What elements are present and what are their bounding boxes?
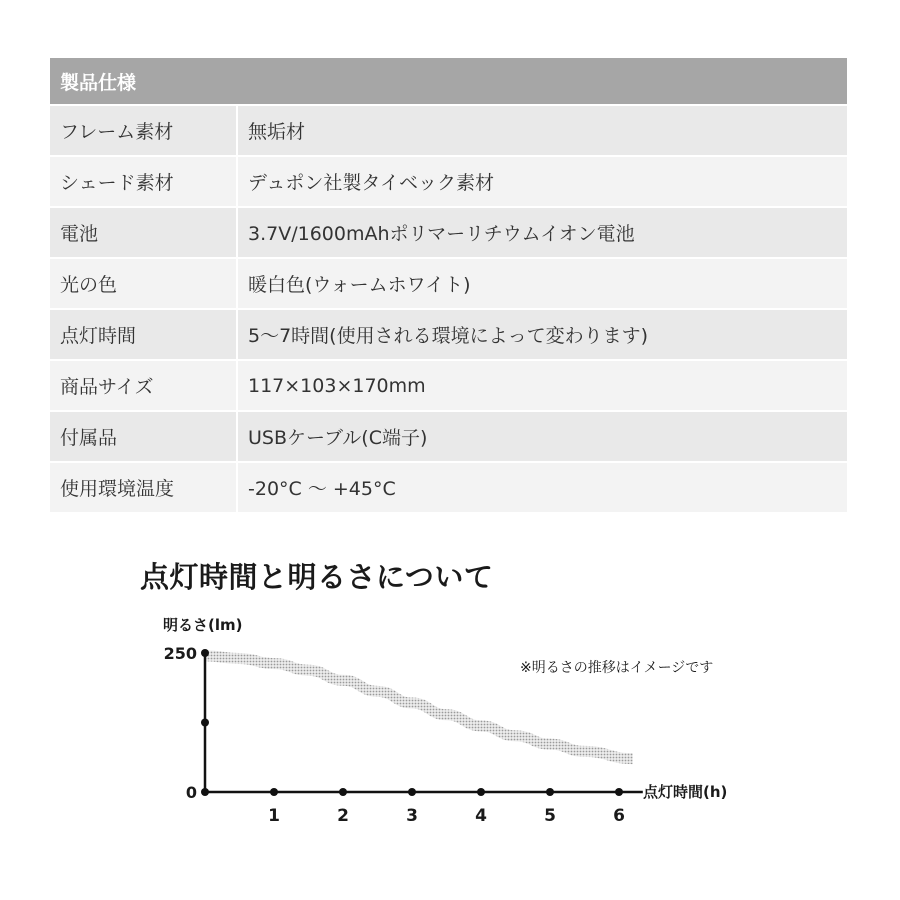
x-tick-dot — [546, 788, 554, 796]
spec-row — [50, 258, 847, 309]
spec-row — [50, 309, 847, 360]
x-axis-label: 点灯時間(h) — [643, 783, 728, 801]
spec-label: 光の色 — [50, 258, 237, 309]
spec-table — [50, 58, 847, 512]
spec-value: 3.7V/1600mAhポリマーリチウムイオン電池 — [237, 207, 847, 258]
y-tick-label: 0 — [185, 783, 197, 802]
brightness-chart — [0, 600, 900, 860]
x-tick-label: 3 — [406, 806, 418, 826]
spec-label: シェード素材 — [50, 156, 237, 207]
spec-row — [50, 207, 847, 258]
spec-value: USBケーブル(C端子) — [237, 411, 847, 462]
spec-value: 117×103×170mm — [237, 360, 847, 411]
x-tick-dot — [615, 788, 623, 796]
y-tick-dot — [201, 788, 209, 796]
spec-row — [50, 360, 847, 411]
spec-label: 使用環境温度 — [50, 462, 237, 512]
spec-row — [50, 411, 847, 462]
spec-value: 暖白色(ウォームホワイト) — [237, 258, 847, 309]
x-tick-dot — [408, 788, 416, 796]
y-tick-label: 250 — [163, 644, 197, 663]
x-tick-dot — [270, 788, 278, 796]
x-tick-label: 2 — [337, 806, 349, 826]
spec-row — [50, 156, 847, 207]
x-tick-dot — [477, 788, 485, 796]
spec-label: フレーム素材 — [50, 105, 237, 156]
spec-label: 点灯時間 — [50, 309, 237, 360]
chart-note: ※明るさの推移はイメージです — [520, 660, 714, 676]
spec-label: 付属品 — [50, 411, 237, 462]
spec-row — [50, 462, 847, 512]
y-tick-dot — [201, 719, 209, 727]
x-tick-label: 4 — [475, 806, 487, 826]
spec-value: 無垢材 — [237, 105, 847, 156]
y-tick-dot — [201, 649, 209, 657]
x-tick-label: 5 — [544, 806, 556, 826]
spec-table-body — [50, 105, 847, 512]
spec-value: 5〜7時間(使用される環境によって変わります) — [237, 309, 847, 360]
x-tick-dot — [339, 788, 347, 796]
section-title: 点灯時間と明るさについて — [140, 560, 494, 594]
spec-row — [50, 105, 847, 156]
spec-label: 商品サイズ — [50, 360, 237, 411]
spec-label: 電池 — [50, 207, 237, 258]
spec-value: -20°C 〜 +45°C — [237, 462, 847, 512]
spec-table-heading: 製品仕様 — [50, 58, 847, 105]
y-axis-label: 明るさ(lm) — [163, 616, 243, 634]
spec-value: デュポン社製タイベック素材 — [237, 156, 847, 207]
x-tick-label: 1 — [268, 806, 280, 826]
x-tick-label: 6 — [613, 806, 625, 826]
